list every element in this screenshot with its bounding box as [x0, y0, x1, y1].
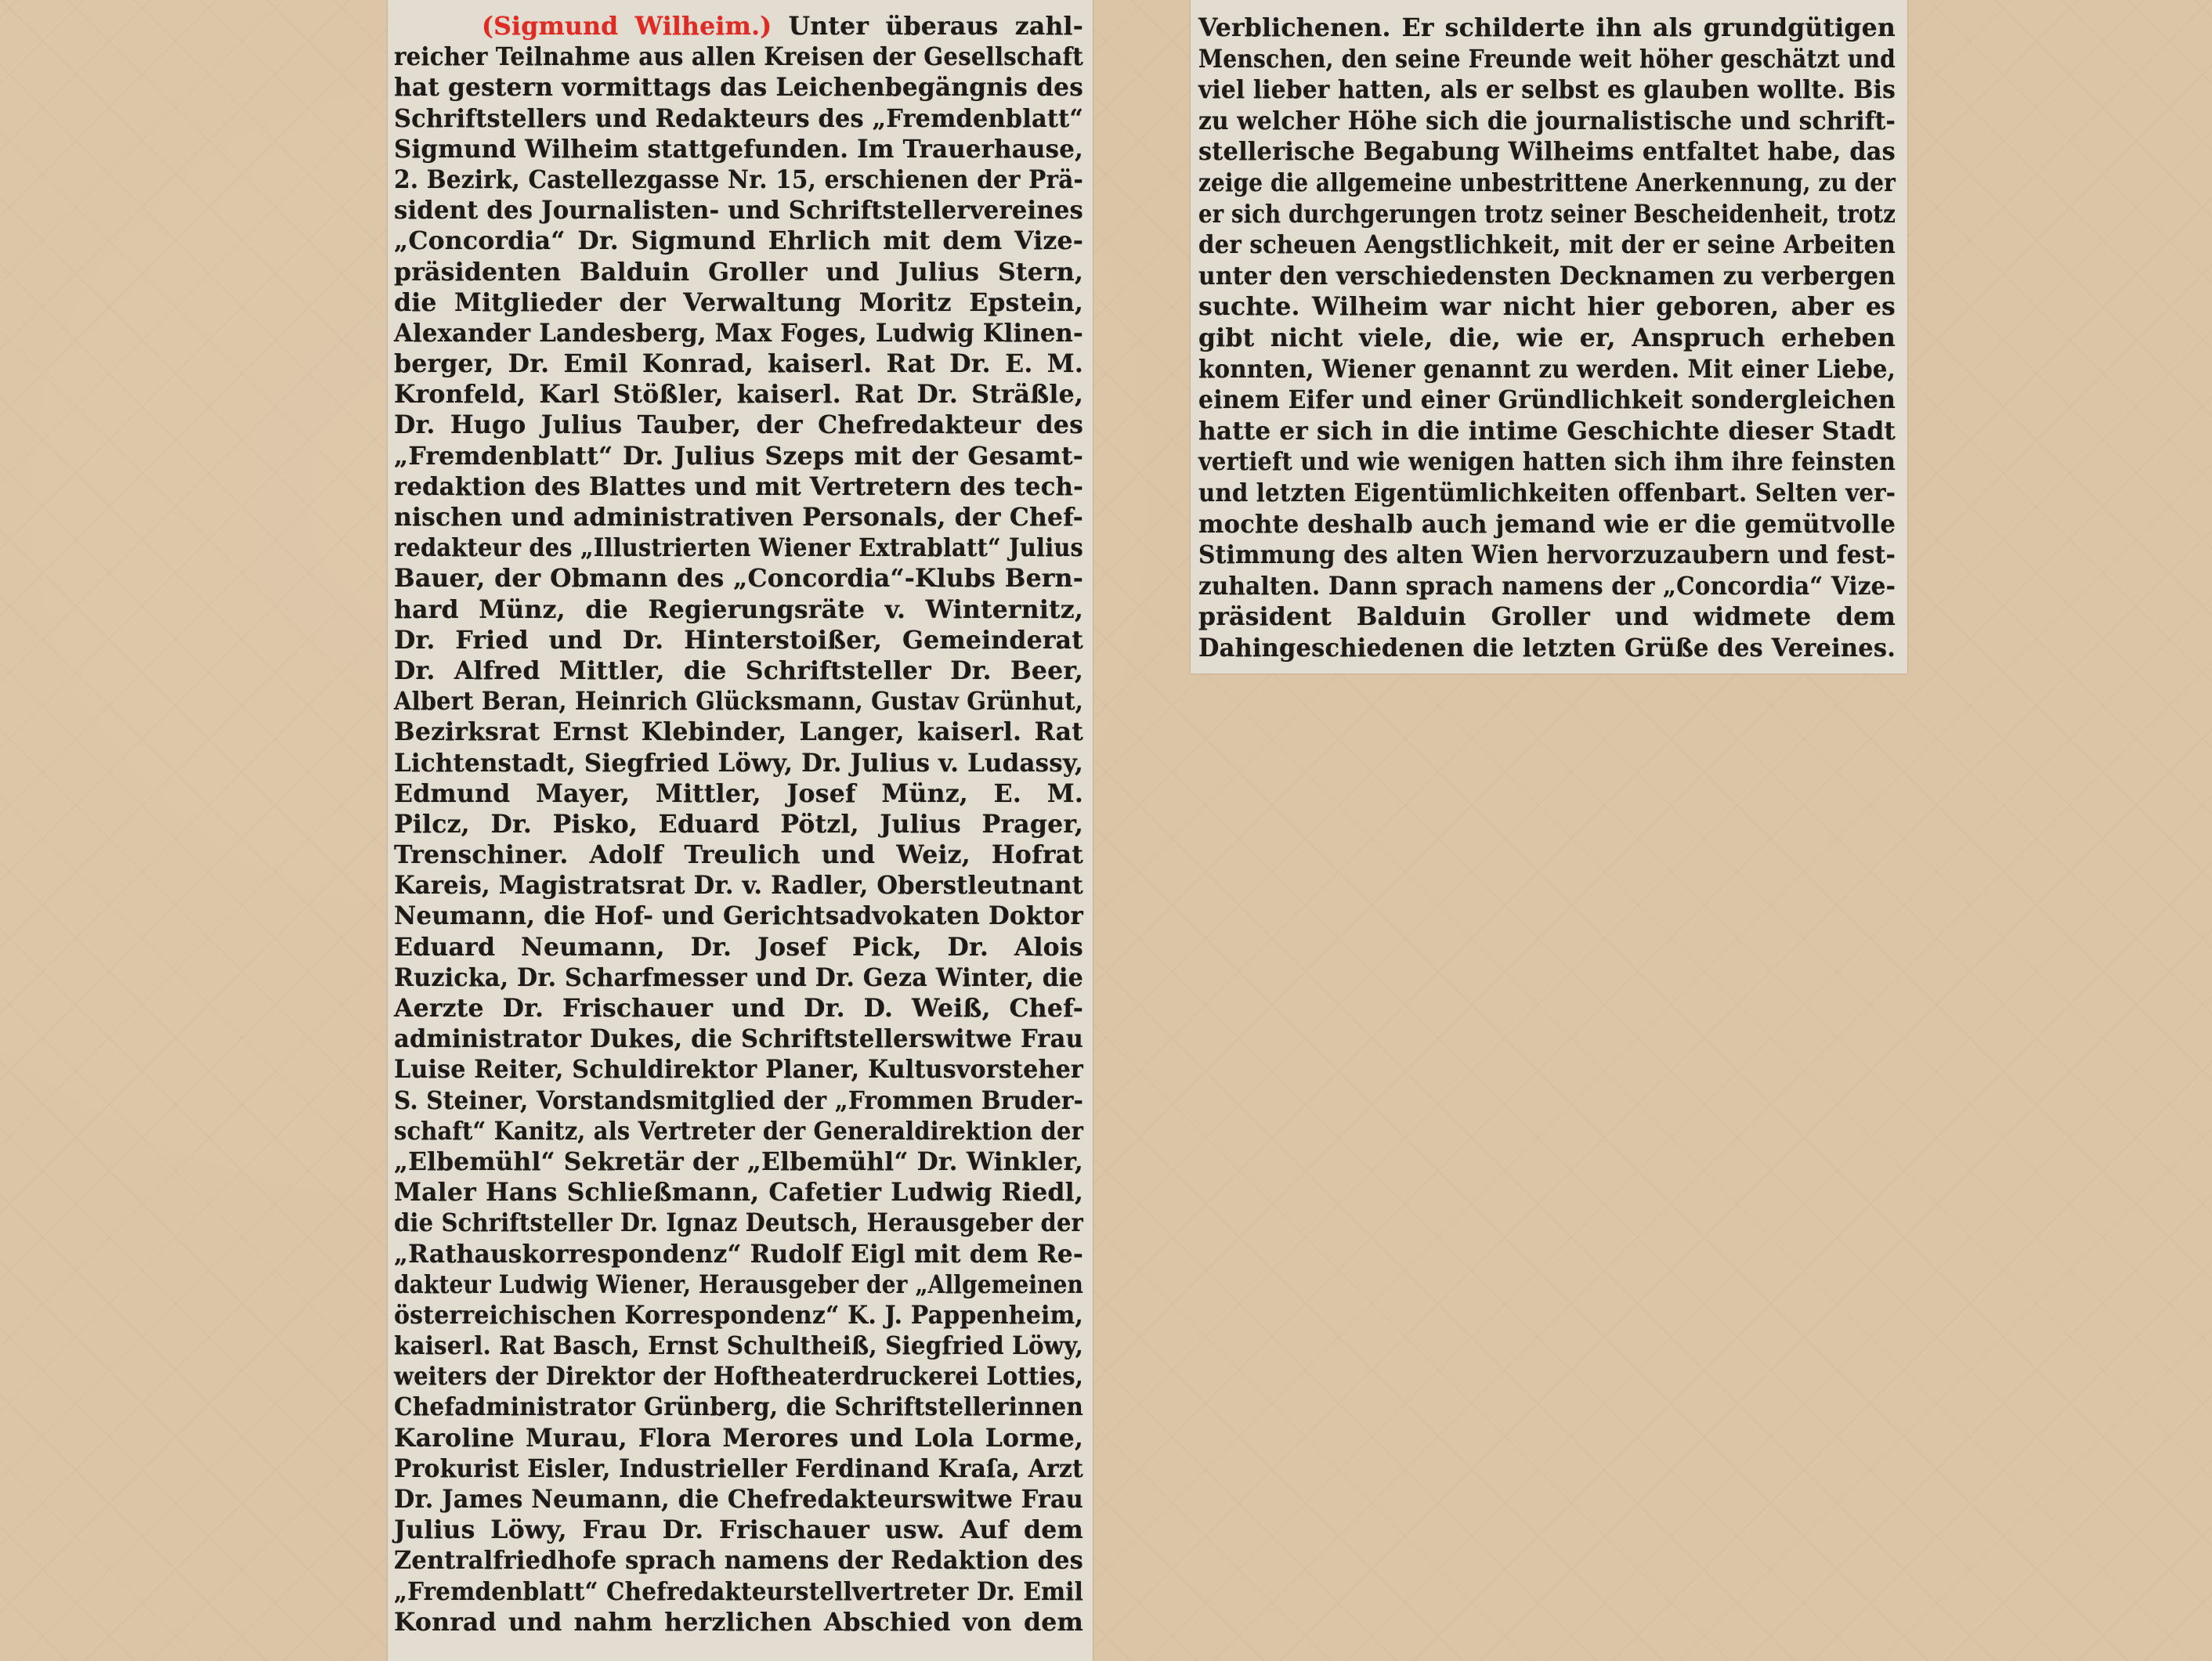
- text-line: Maler Hans Schließmann, Cafetier Ludwig Riedl,: [394, 1178, 1083, 1208]
- text-line: berger, Dr. Emil Konrad, kaiserl. Rat Dr. E. M.: [394, 349, 1083, 379]
- text-line: Bezirksrat Ernst Klebinder, Langer, kaiserl. Rat: [394, 717, 1083, 747]
- text-line: administrator Dukes, die Schriftstellerswitwe Frau: [394, 1024, 1083, 1054]
- right-column-lines: [1198, 13, 1907, 663]
- text-line: Menschen, den seine Freunde weit höher geschätzt und: [1198, 44, 1896, 74]
- text-line: er sich durchgerungen trotz seiner Bescheidenheit, trotz: [1198, 199, 1896, 229]
- text-line: Kareis, Magistratsrat Dr. v. Radler, Oberstleutnant: [394, 871, 1083, 901]
- text-line: Kronfeld, Karl Stößler, kaiserl. Rat Dr. Sträßle,: [394, 380, 1083, 410]
- text-line: präsident Balduin Groller und widmete dem: [1198, 602, 1896, 632]
- text-line: Sigmund Wilheim stattgefunden. Im Trauerhause,: [394, 134, 1083, 164]
- left-column-lines: [394, 42, 1093, 1638]
- text-line: Julius Löwy, Frau Dr. Frischauer usw. Auf dem: [394, 1515, 1083, 1545]
- text-line: österreichischen Korrespondenz“ K. J. Pappenheim,: [394, 1300, 1083, 1330]
- text-line: redaktion des Blattes und mit Vertretern des tech-: [394, 471, 1083, 501]
- text-line: Karoline Murau, Flora Merores und Lola Lorme,: [394, 1423, 1083, 1453]
- text-line: zuhalten. Dann sprach namens der „Concordia“ Vize-: [1198, 571, 1896, 601]
- text-line: Schriftstellers und Redakteurs des „Fremdenblatt“: [394, 103, 1083, 133]
- text-line: Luise Reiter, Schuldirektor Planer, Kultusvorsteher: [394, 1055, 1083, 1085]
- text-line: Bauer, der Obmann des „Concordia“-Klubs Bern-: [394, 564, 1083, 594]
- text-line: mochte deshalb auch jemand wie er die gemütvolle: [1198, 509, 1896, 539]
- text-line: Dr. James Neumann, die Chefredakteurswitwe Frau: [394, 1485, 1083, 1514]
- first-line-text: Unter überaus zahl-: [772, 12, 1083, 41]
- text-line: einem Eifer und einer Gründlichkeit sondergleichen: [1198, 385, 1896, 415]
- article-column-left: [388, 0, 1093, 1661]
- text-line: die Mitglieder der Verwaltung Moritz Epstein,: [394, 287, 1083, 317]
- text-line: nischen und administrativen Personals, der Chef-: [394, 503, 1083, 532]
- text-line: Chefadministrator Grünberg, die Schriftstellerinnen: [394, 1392, 1083, 1422]
- text-line: die Schriftsteller Dr. Ignaz Deutsch, Herausgeber der: [394, 1208, 1083, 1238]
- text-line: kaiserl. Rat Basch, Ernst Schultheiß, Siegfried Löwy,: [394, 1331, 1083, 1361]
- text-line: suchte. Wilheim war nicht hier geboren, aber es: [1198, 292, 1896, 322]
- text-line: Dahingeschiedenen die letzten Grüße des Vereines.: [1198, 633, 1896, 663]
- text-line: Aerzte Dr. Frischauer und Dr. D. Weiß, Chef-: [394, 994, 1083, 1023]
- text-line: sident des Journalisten- und Schriftstellervereines: [394, 196, 1083, 226]
- text-line: stellerische Begabung Wilheims entfaltet habe, das: [1198, 137, 1896, 167]
- text-line: Stimmung des alten Wien hervorzuzaubern und fest-: [1198, 540, 1896, 570]
- text-line: „Rathauskorrespondenz“ Rudolf Eigl mit dem Re-: [394, 1239, 1083, 1269]
- text-line: 2. Bezirk, Castellezgasse Nr. 15, erschienen der Prä-: [394, 164, 1083, 194]
- text-line: S. Steiner, Vorstandsmitglied der „Frommen Bruder-: [394, 1085, 1083, 1115]
- text-line: Eduard Neumann, Dr. Josef Pick, Dr. Alois: [394, 932, 1083, 962]
- text-line: „Elbemühl“ Sekretär der „Elbemühl“ Dr. Winkler,: [394, 1146, 1083, 1176]
- text-line: gibt nicht viele, die, wie er, Anspruch erheben: [1198, 323, 1896, 352]
- text-line: Dr. Fried und Dr. Hinterstoißer, Gemeinderat: [394, 625, 1083, 655]
- text-line: zeige die allgemeine unbestrittene Anerkennung, zu der: [1198, 168, 1896, 197]
- text-line: präsidenten Balduin Groller und Julius Stern,: [394, 257, 1083, 287]
- text-line: Prokurist Eisler, Industrieller Ferdinand Kraſa, Arzt: [394, 1453, 1083, 1483]
- text-line: reicher Teilnahme aus allen Kreisen der Gesellschaft: [394, 42, 1083, 72]
- text-line: Alexander Landesberg, Max Foges, Ludwig Klinen-: [394, 318, 1083, 348]
- text-line: Lichtenstadt, Siegfried Löwy, Dr. Julius v. Ludassy,: [394, 748, 1083, 778]
- text-line: Zentralfriedhofe sprach namens der Redaktion des: [394, 1546, 1083, 1576]
- text-line: Trenschiner. Adolf Treulich und Weiz, Hofrat: [394, 840, 1083, 870]
- text-line: hatte er sich in die intime Geschichte dieser Stadt: [1198, 416, 1896, 446]
- text-line: schaft“ Kanitz, als Vertreter der Generaldirektion der: [394, 1116, 1083, 1146]
- text-line: vertieft und wie wenigen hatten sich ihm ihre feinsten: [1198, 447, 1896, 477]
- text-line: Dr. Alfred Mittler, die Schriftsteller Dr. Beer,: [394, 655, 1083, 685]
- text-line: Albert Beran, Heinrich Glücksmann, Gustav Grünhut,: [394, 687, 1083, 717]
- text-line: dakteur Ludwig Wiener, Herausgeber der „Allgemeinen: [394, 1269, 1083, 1299]
- text-line: konnten, Wiener genannt zu werden. Mit einer Liebe,: [1198, 354, 1896, 384]
- article-column-right: [1191, 0, 1907, 673]
- text-line: hat gestern vormittags das Leichenbegängnis des: [394, 73, 1083, 103]
- text-line: und letzten Eigentümlichkeiten offenbart. Selten ver-: [1198, 478, 1896, 507]
- article-headline: (Sigmund Wilheim.): [482, 12, 772, 41]
- text-line: weiters der Direktor der Hoftheaterdruckerei Lotties,: [394, 1362, 1083, 1392]
- text-line: Konrad und nahm herzlichen Abschied von dem: [394, 1607, 1083, 1637]
- first-line: [394, 11, 1093, 42]
- text-line: „Fremdenblatt“ Chefredakteurstellvertreter Dr. Emil: [394, 1576, 1083, 1606]
- text-line: viel lieber hatten, als er selbst es glauben wollte. Bis: [1198, 75, 1896, 105]
- text-line: hard Münz, die Regierungsräte v. Winternitz,: [394, 594, 1083, 624]
- text-line: zu welcher Höhe sich die journalistische und schrift-: [1198, 106, 1896, 135]
- text-line: der scheuen Aengstlichkeit, mit der er seine Arbeiten: [1198, 230, 1896, 260]
- text-line: Verblichenen. Er schilderte ihn als grundgütigen: [1198, 13, 1896, 42]
- text-line: unter den verschiedensten Decknamen zu verbergen: [1198, 261, 1896, 291]
- text-line: „Fremdenblatt“ Dr. Julius Szeps mit der Gesamt-: [394, 441, 1083, 471]
- text-line: Pilcz, Dr. Pisko, Eduard Pötzl, Julius Prager,: [394, 809, 1083, 839]
- text-line: Neumann, die Hof- und Gerichtsadvokaten Doktor: [394, 901, 1083, 931]
- text-line: „Concordia“ Dr. Sigmund Ehrlich mit dem Vize-: [394, 226, 1083, 256]
- text-line: Edmund Mayer, Mittler, Josef Münz, E. M.: [394, 778, 1083, 808]
- text-line: redakteur des „Illustrierten Wiener Extrablatt“ Julius: [394, 533, 1083, 563]
- text-line: Dr. Hugo Julius Tauber, der Chefredakteur des: [394, 410, 1083, 440]
- text-line: Ruzicka, Dr. Scharfmesser und Dr. Geza Winter, die: [394, 962, 1083, 992]
